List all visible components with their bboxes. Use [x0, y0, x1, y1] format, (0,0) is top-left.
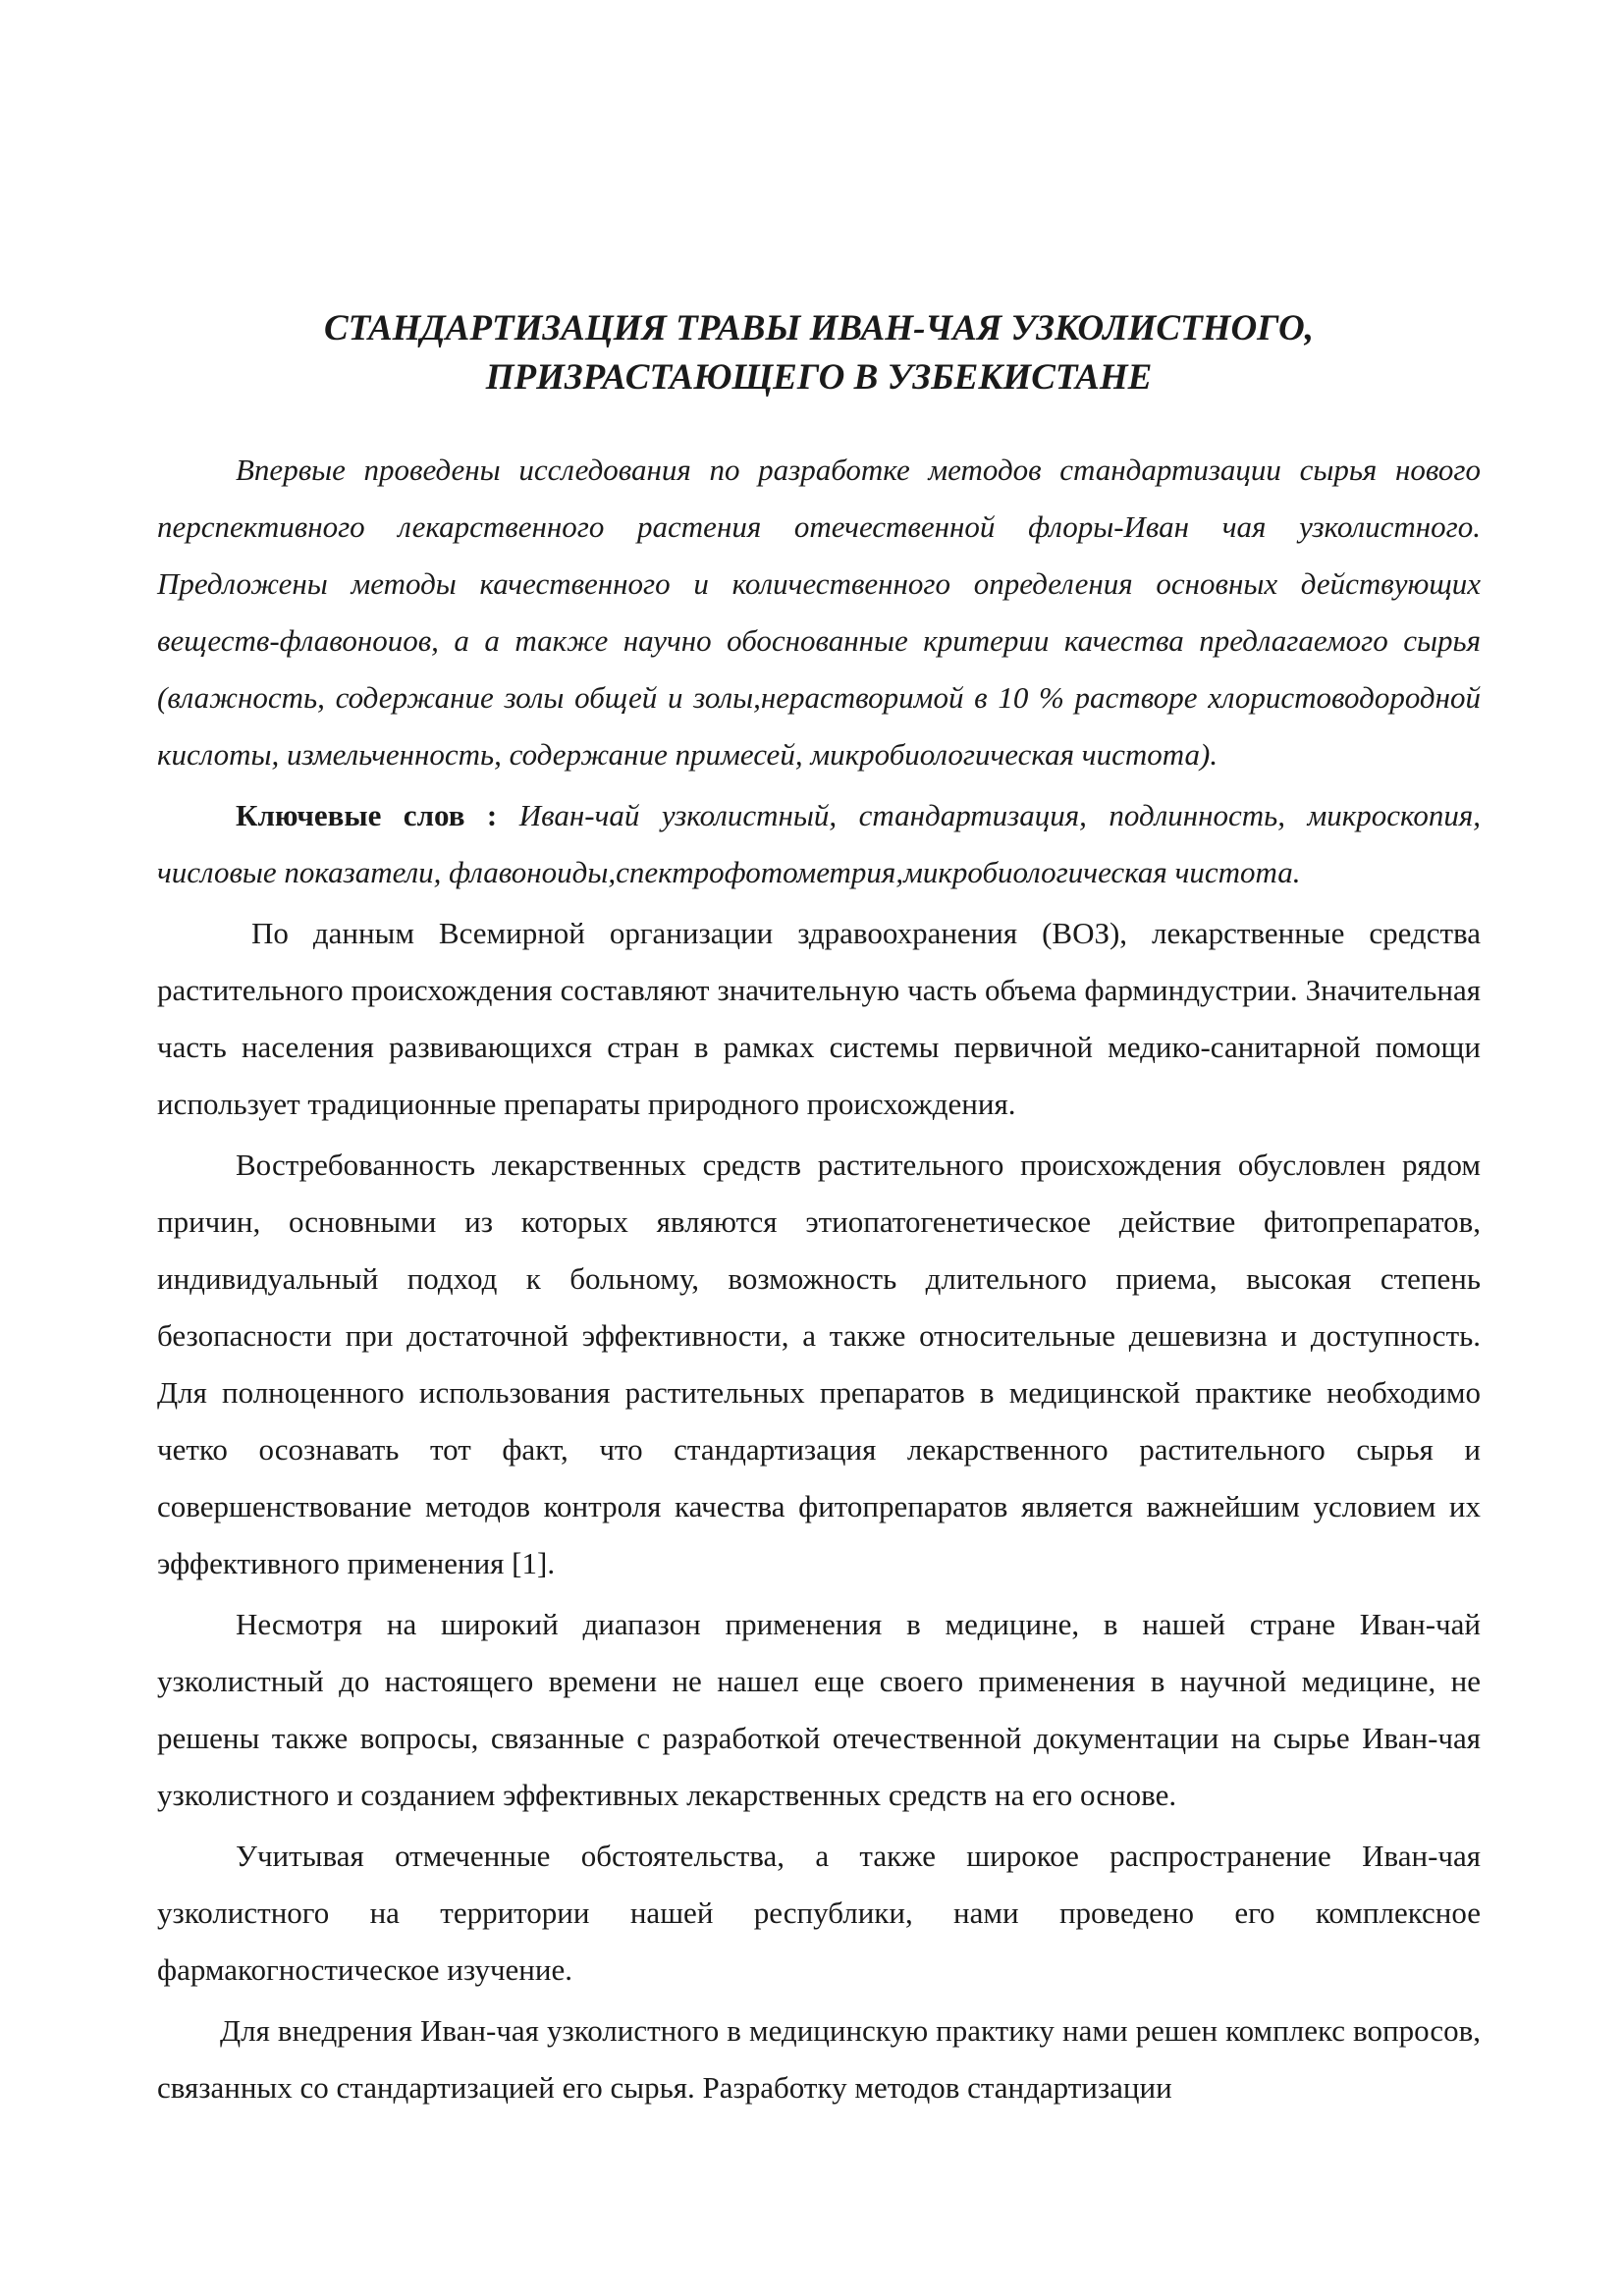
body-paragraph: Для внедрения Иван-чая узколистного в медицинскую практику нами решен комплекс вопросов, связанных со стандартизацией его сырья. Разработку методов стандартизации	[157, 2013, 1481, 2105]
abstract: Впервые проведены исследования по разработке методов стандартизации сырья нового перспективного лекарственного растения отечественной флоры-Иван чая узколистного. Предложены методы качественного и количественного определения основных действующих веществ-флавоноиов, а а также научно обоснованные критерии качества предлагаемого сырья (влажность, содержание золы общей и золы,нерастворимой в 10 % растворе хлористоводородной кислоты, измельченность, содержание примесей, микробиологическая чистота).	[157, 453, 1481, 772]
title-line-1: СТАНДАРТИЗАЦИЯ ТРАВЫ ИВАН-ЧАЯ УЗКОЛИСТНОГО,	[324, 308, 1314, 348]
body-paragraph: Учитывая отмеченные обстоятельства, а также широкое распространение Иван-чая узколистного на территории нашей республики, нами проведено его комплексное фармакогностическое изучение.	[157, 1839, 1481, 1987]
keywords-label: Ключевые слов :	[236, 798, 498, 832]
body-paragraph: Востребованность лекарственных средств растительного происхождения обусловлен рядом причин, основными из которых являются этиопатогенетическое действие фитопрепаратов, индивидуальный подход к больному, возможность длительного приема, высокая степень безопасности при достаточной эффективности, а также относительные дешевизна и доступность. Для полноценного использования растительных препаратов в медицинской практике необходимо четко осознавать тот факт, что стандартизация лекарственного растительного сырья и совершенствование методов контроля качества фитопрепаратов является важнейшим условием их эффективного применения [1].	[157, 1148, 1481, 1580]
body-paragraph: Несмотря на широкий диапазон применения в медицине, в нашей стране Иван-чай узколистный до настоящего времени не нашел еще своего применения в научной медицине, не решены также вопросы, связанные с разработкой отечественной документации на сырье Иван-чая узколистного и созданием эффективных лекарственных средств на его основе.	[157, 1607, 1481, 1812]
title-line-2: ПРИЗРАСТАЮЩЕГО В УЗБЕКИСТАНЕ	[485, 357, 1153, 398]
document-title	[157, 304, 1481, 402]
body-paragraph: По данным Всемирной организации здравоохранения (ВОЗ), лекарственные средства растительного происхождения составляют значительную часть объема фарминдустрии. Значительная часть населения развивающихся стран в рамках системы первичной медико-санитарной помощи использует традиционные препараты природного происхождения.	[157, 916, 1481, 1121]
keywords-text: Иван-чай узколистный, стандартизация, подлинность, микроскопия, числовые показатели, флавоноиды,спектрофотометрия,микробиологическая чистота.	[157, 798, 1481, 889]
document-page	[157, 304, 1481, 2116]
keywords	[157, 787, 1481, 901]
